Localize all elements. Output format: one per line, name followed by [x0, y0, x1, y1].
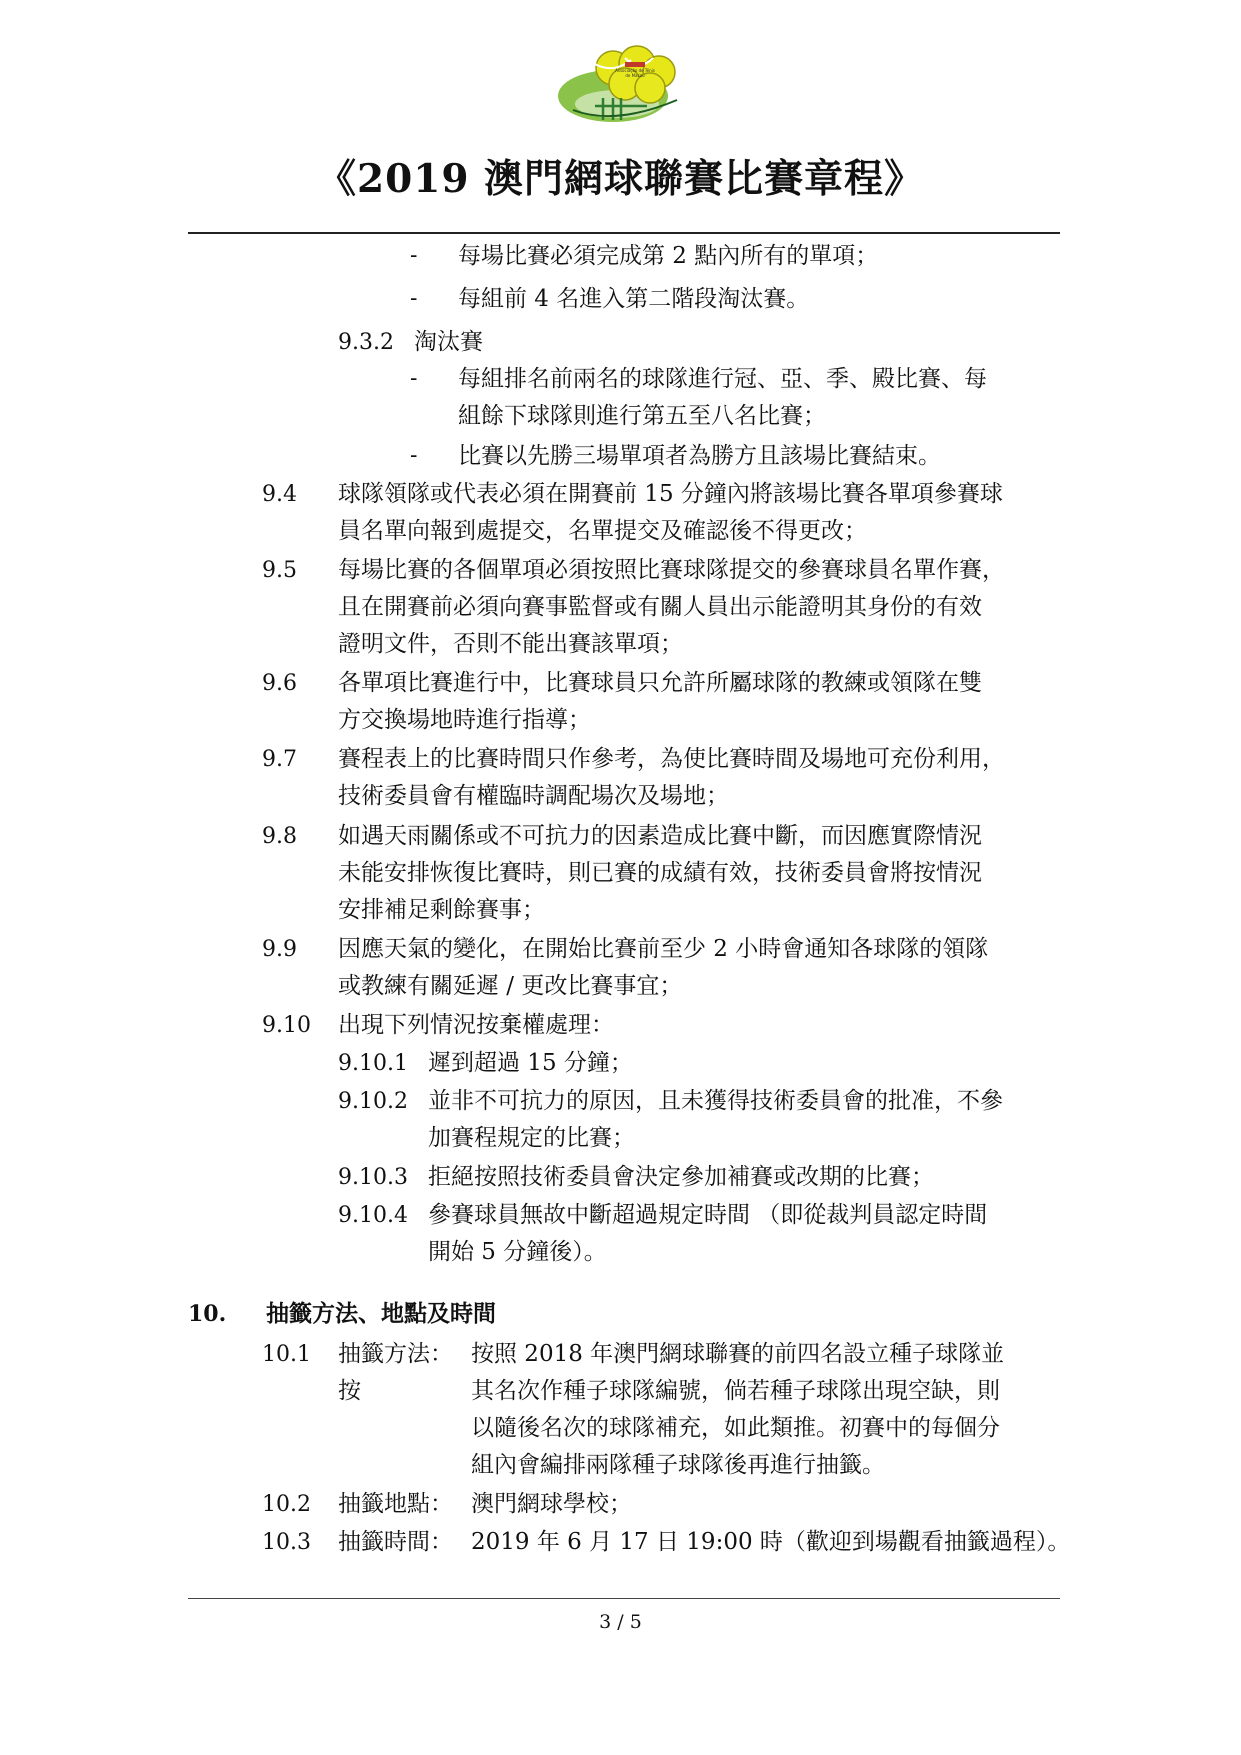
field-text: 按照 2018 年澳門網球聯賽的前四名設立種子球隊並 [471, 1341, 1005, 1367]
bullet-text: 每組排名前兩名的球隊進行冠、亞、季、殿比賽、每 [458, 366, 987, 392]
subsection-text: 加賽程規定的比賽； [428, 1125, 635, 1151]
footer-divider [188, 1598, 1060, 1599]
section-text: 未能安排恢復比賽時，則已賽的成績有效，技術委員會將按情況 [338, 860, 982, 886]
section-text: 安排補足剩餘賽事； [338, 897, 545, 923]
page-number: 3 / 5 [599, 1611, 642, 1633]
subsection-number: 9.10.4 [338, 1203, 408, 1228]
section-heading: 淘汰賽 [414, 329, 483, 355]
section-text: 且在開賽前必須向賽事監督或有關人員出示能證明其身份的有效 [338, 594, 982, 620]
bullet-text: 比賽以先勝三場單項者為勝方且該場比賽結束。 [458, 443, 941, 469]
section-text: 或教練有關延遲 / 更改比賽事宜； [338, 973, 683, 999]
field-text: 以隨後名次的球隊補充，如此類推。初賽中的每個分 [471, 1415, 1000, 1441]
field-text: 其名次作種子球隊編號，倘若種子球隊出現空缺，則 [471, 1378, 1000, 1404]
subsection-text: 參賽球員無故中斷超過規定時間 （即從裁判員認定時間 [428, 1202, 988, 1228]
section-number: 10.3 [262, 1530, 311, 1555]
field-label: 抽籤方法： [338, 1341, 453, 1367]
svg-text:de Macau: de Macau [625, 73, 645, 78]
section-number: 9.7 [262, 747, 297, 772]
bullet-text: 組餘下球隊則進行第五至八名比賽； [458, 403, 826, 429]
subsection-text: 拒絕按照技術委員會決定參加補賽或改期的比賽； [428, 1164, 934, 1190]
bullet-text: 每組前 4 名進入第二階段淘汰賽。 [458, 286, 810, 312]
subsection-number: 9.10.2 [338, 1089, 408, 1114]
section-text: 員名單向報到處提交，名單提交及確認後不得更改； [338, 518, 867, 544]
section-text: 賽程表上的比賽時間只作參考，為使比賽時間及場地可充份利用， [338, 746, 1005, 772]
svg-text:Associação de Ténis: Associação de Ténis [615, 68, 655, 73]
section-number: 10. [188, 1301, 227, 1327]
bullet-dash: - [410, 366, 418, 391]
section-text: 證明文件，否則不能出賽該單項； [338, 631, 683, 657]
field-label: 按 [338, 1378, 361, 1404]
section-number: 10.1 [262, 1342, 311, 1367]
section-number: 9.3.2 [338, 330, 394, 355]
section-text: 方交換場地時進行指導； [338, 707, 591, 733]
section-number: 9.4 [262, 482, 297, 507]
section-text: 因應天氣的變化，在開始比賽前至少 2 小時會通知各球隊的領隊 [338, 936, 989, 962]
tennis-association-logo [555, 38, 695, 128]
section-number: 9.8 [262, 824, 297, 849]
subsection-text: 遲到超過 15 分鐘； [428, 1050, 633, 1076]
field-label: 抽籤地點： [338, 1491, 453, 1517]
section-number: 9.10 [262, 1013, 311, 1038]
bullet-dash: - [410, 286, 418, 311]
section-text: 出現下列情況按棄權處理： [338, 1012, 614, 1038]
section-text: 球隊領隊或代表必須在開賽前 15 分鐘內將該場比賽各單項參賽球 [338, 481, 1003, 507]
page-title: 《2019 澳門網球聯賽比賽章程》 [316, 156, 925, 202]
subsection-number: 9.10.3 [338, 1165, 408, 1190]
field-text: 組內會編排兩隊種子球隊後再進行抽籤。 [471, 1452, 885, 1478]
section-text: 各單項比賽進行中，比賽球員只允許所屬球隊的教練或領隊在雙 [338, 670, 982, 696]
section-number: 9.6 [262, 671, 297, 696]
subsection-text: 開始 5 分鐘後）。 [428, 1239, 607, 1265]
subsection-text: 並非不可抗力的原因，且未獲得技術委員會的批准，不參 [428, 1088, 1003, 1114]
bullet-dash: - [410, 443, 418, 468]
field-text: 澳門網球學校； [471, 1491, 632, 1517]
section-text: 每場比賽的各個單項必須按照比賽球隊提交的參賽球員名單作賽， [338, 557, 1005, 583]
section-number: 9.5 [262, 558, 297, 583]
bullet-dash: - [410, 243, 418, 268]
section-text: 技術委員會有權臨時調配場次及場地； [338, 783, 729, 809]
header-divider [188, 232, 1060, 234]
section-text: 如遇天雨關係或不可抗力的因素造成比賽中斷，而因應實際情況 [338, 823, 982, 849]
bullet-text: 每場比賽必須完成第 2 點內所有的單項； [458, 243, 879, 269]
subsection-number: 9.10.1 [338, 1051, 408, 1076]
section-heading: 抽籤方法、地點及時間 [266, 1300, 496, 1327]
field-text: 2019 年 6 月 17 日 19:00 時（歡迎到場觀看抽籤過程）。 [471, 1529, 1071, 1555]
section-number: 9.9 [262, 937, 297, 962]
section-number: 10.2 [262, 1492, 311, 1517]
field-label: 抽籤時間： [338, 1529, 453, 1555]
